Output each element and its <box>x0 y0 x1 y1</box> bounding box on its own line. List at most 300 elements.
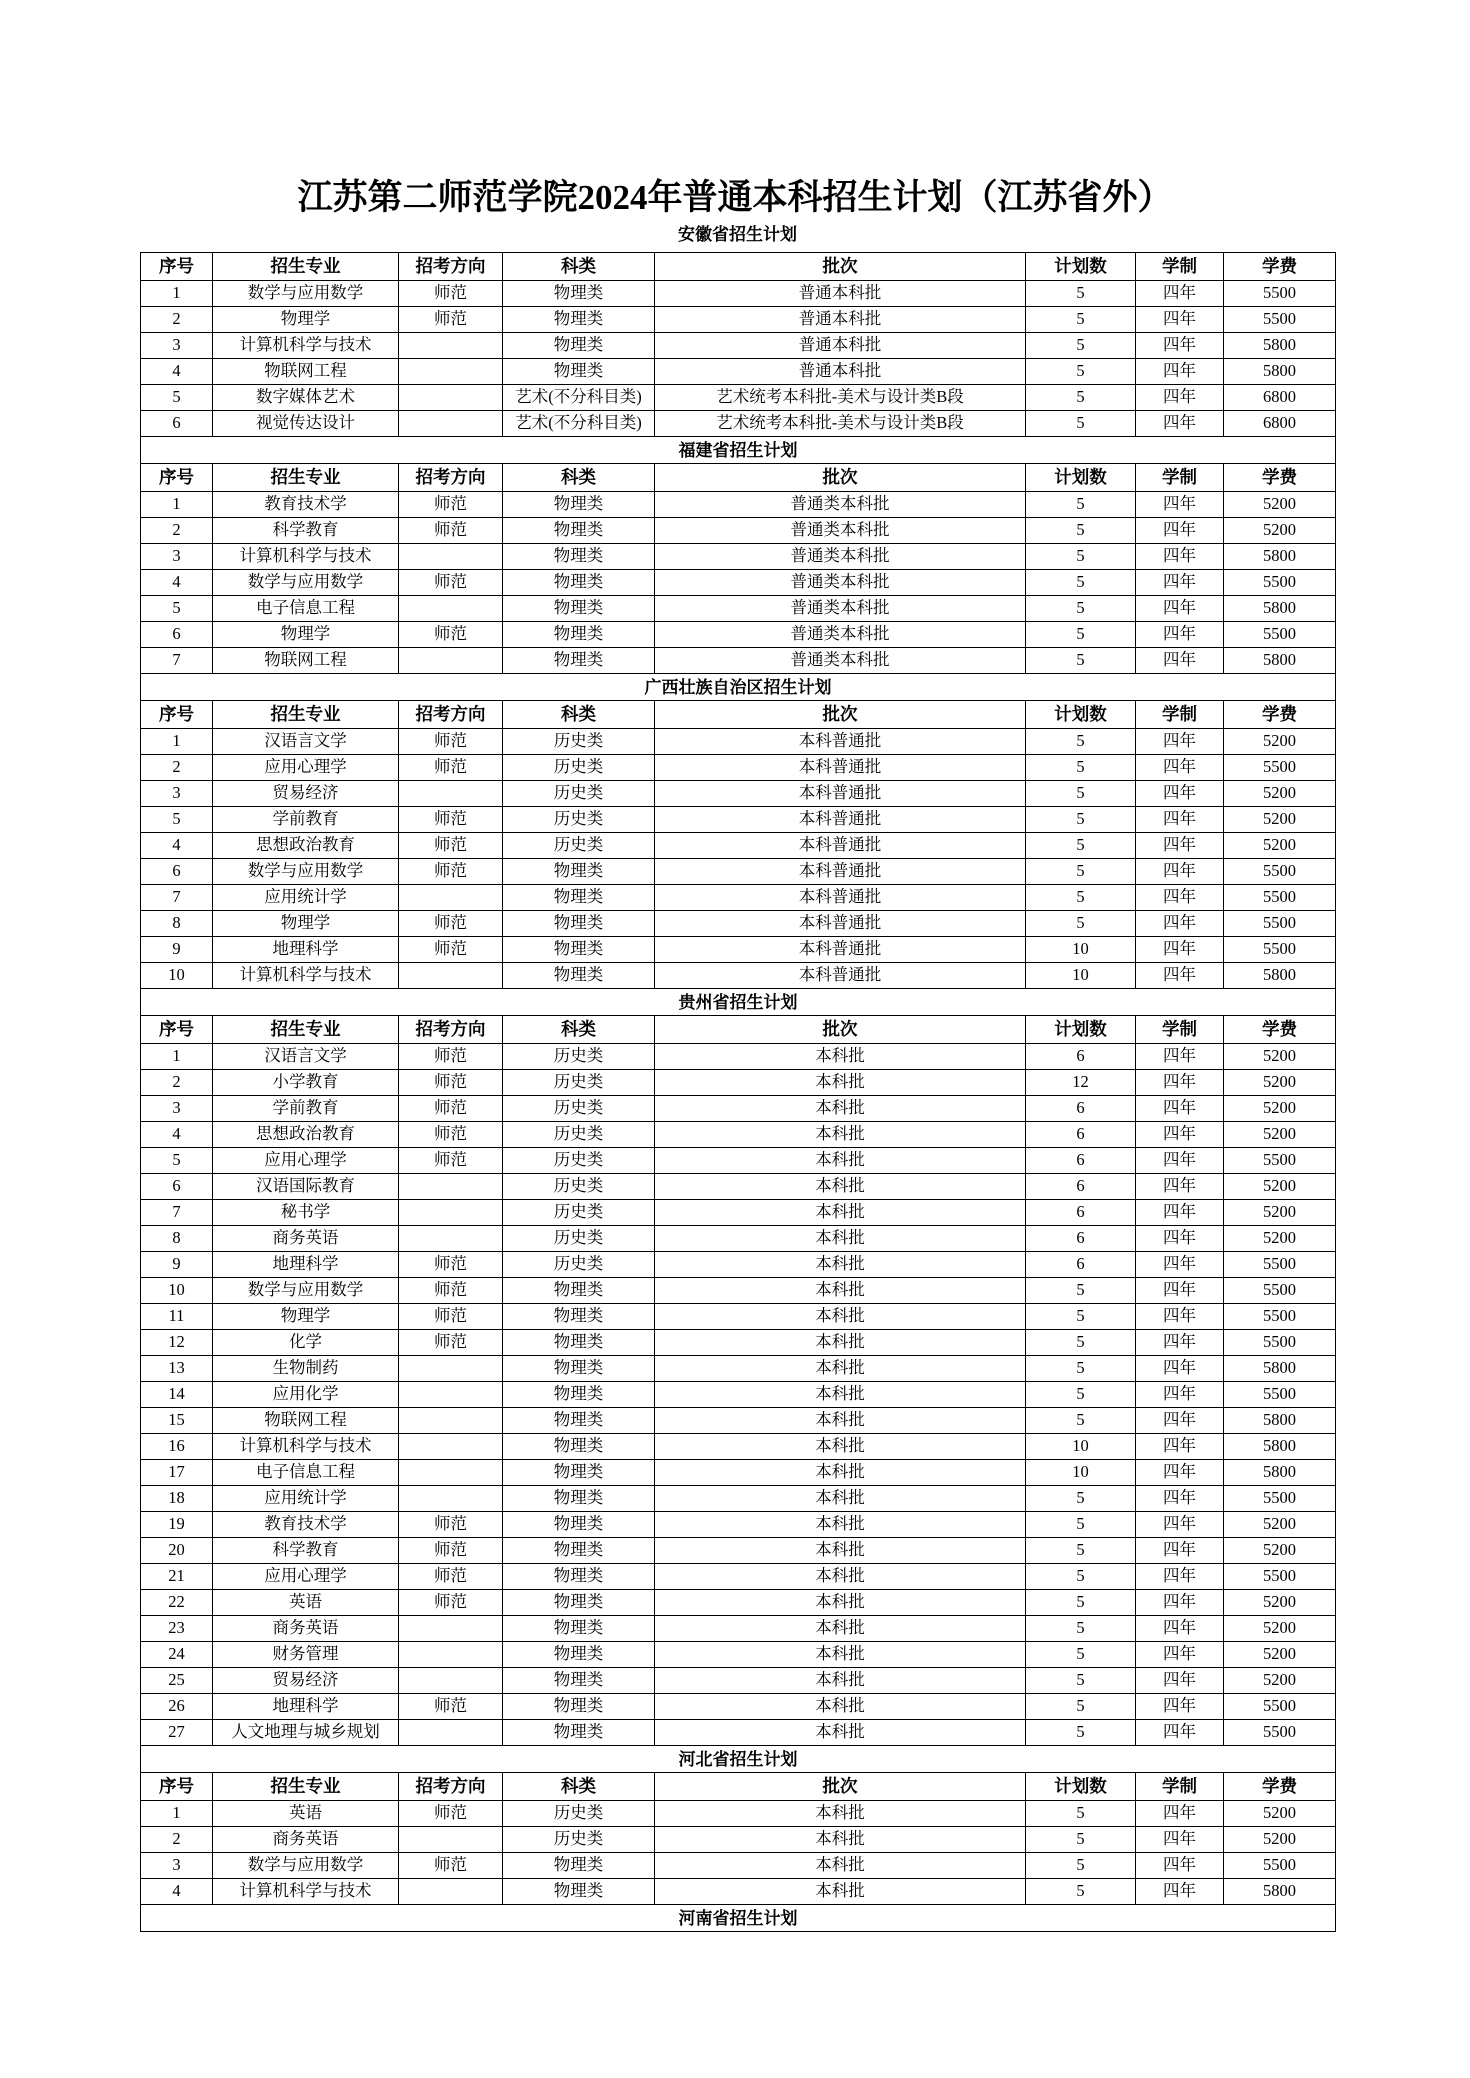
cell-no: 23 <box>141 1616 213 1642</box>
cell-years: 四年 <box>1136 596 1224 622</box>
cell-batch: 本科批 <box>655 1200 1026 1226</box>
cell-years: 四年 <box>1136 1200 1224 1226</box>
cell-years: 四年 <box>1136 963 1224 989</box>
column-header-plan: 计划数 <box>1026 464 1136 492</box>
cell-no: 5 <box>141 385 213 411</box>
cell-no: 2 <box>141 307 213 333</box>
cell-fee: 5200 <box>1224 781 1336 807</box>
cell-no: 16 <box>141 1434 213 1460</box>
cell-direction: 师范 <box>399 518 503 544</box>
cell-no: 4 <box>141 833 213 859</box>
page-title: 江苏第二师范学院2024年普通本科招生计划（江苏省外） <box>297 178 1173 217</box>
cell-no: 2 <box>141 518 213 544</box>
cell-batch: 本科批 <box>655 1356 1026 1382</box>
cell-fee: 5800 <box>1224 1434 1336 1460</box>
cell-direction: 师范 <box>399 1278 503 1304</box>
cell-fee: 5500 <box>1224 885 1336 911</box>
cell-category: 物理类 <box>503 596 655 622</box>
cell-plan: 5 <box>1026 1694 1136 1720</box>
cell-major: 应用心理学 <box>213 755 399 781</box>
cell-fee: 5200 <box>1224 729 1336 755</box>
cell-major: 计算机科学与技术 <box>213 1434 399 1460</box>
cell-category: 物理类 <box>503 1590 655 1616</box>
cell-category: 物理类 <box>503 1278 655 1304</box>
cell-major: 物理学 <box>213 307 399 333</box>
column-header-major: 招生专业 <box>213 1773 399 1801</box>
cell-category: 物理类 <box>503 1434 655 1460</box>
cell-direction <box>399 1642 503 1668</box>
cell-no: 1 <box>141 1801 213 1827</box>
cell-batch: 本科批 <box>655 1720 1026 1746</box>
cell-plan: 5 <box>1026 1616 1136 1642</box>
column-header-batch: 批次 <box>655 701 1026 729</box>
cell-major: 学前教育 <box>213 807 399 833</box>
cell-major: 人文地理与城乡规划 <box>213 1720 399 1746</box>
cell-major: 计算机科学与技术 <box>213 963 399 989</box>
cell-batch: 本科批 <box>655 1827 1026 1853</box>
cell-fee: 5500 <box>1224 307 1336 333</box>
cell-category: 物理类 <box>503 1853 655 1879</box>
section-caption-5: 河南省招生计划 <box>141 1905 1336 1932</box>
cell-plan: 5 <box>1026 1590 1136 1616</box>
cell-plan: 5 <box>1026 1408 1136 1434</box>
cell-plan: 5 <box>1026 1304 1136 1330</box>
cell-plan: 6 <box>1026 1148 1136 1174</box>
column-header-no: 序号 <box>141 1773 213 1801</box>
cell-plan: 6 <box>1026 1226 1136 1252</box>
cell-direction: 师范 <box>399 859 503 885</box>
cell-plan: 10 <box>1026 1460 1136 1486</box>
table-row <box>141 1668 1336 1694</box>
cell-major: 应用统计学 <box>213 885 399 911</box>
cell-batch: 本科普通批 <box>655 781 1026 807</box>
cell-plan: 5 <box>1026 1356 1136 1382</box>
cell-no: 4 <box>141 359 213 385</box>
cell-major: 计算机科学与技术 <box>213 333 399 359</box>
cell-no: 9 <box>141 1252 213 1278</box>
cell-major: 应用心理学 <box>213 1564 399 1590</box>
cell-batch: 本科普通批 <box>655 911 1026 937</box>
column-header-years: 学制 <box>1136 1773 1224 1801</box>
cell-batch: 普通本科批 <box>655 359 1026 385</box>
cell-plan: 10 <box>1026 937 1136 963</box>
cell-category: 物理类 <box>503 1668 655 1694</box>
cell-category: 历史类 <box>503 1148 655 1174</box>
cell-no: 4 <box>141 1879 213 1905</box>
cell-direction: 师范 <box>399 911 503 937</box>
cell-plan: 5 <box>1026 596 1136 622</box>
cell-fee: 5500 <box>1224 1853 1336 1879</box>
table-row <box>141 1590 1336 1616</box>
cell-plan: 6 <box>1026 1122 1136 1148</box>
cell-fee: 5200 <box>1224 518 1336 544</box>
cell-batch: 本科批 <box>655 1801 1026 1827</box>
cell-batch: 本科批 <box>655 1853 1026 1879</box>
cell-plan: 10 <box>1026 1434 1136 1460</box>
cell-no: 13 <box>141 1356 213 1382</box>
cell-plan: 5 <box>1026 1853 1136 1879</box>
section-caption-0: 安徽省招生计划 <box>678 225 797 244</box>
column-header-plan: 计划数 <box>1026 253 1136 281</box>
cell-direction <box>399 359 503 385</box>
cell-category: 物理类 <box>503 911 655 937</box>
cell-major: 汉语言文学 <box>213 729 399 755</box>
cell-fee: 5500 <box>1224 1148 1336 1174</box>
cell-category: 物理类 <box>503 570 655 596</box>
cell-batch: 本科批 <box>655 1408 1026 1434</box>
table-row <box>141 570 1336 596</box>
column-header-batch: 批次 <box>655 253 1026 281</box>
cell-fee: 5800 <box>1224 1460 1336 1486</box>
column-header-years: 学制 <box>1136 464 1224 492</box>
cell-years: 四年 <box>1136 359 1224 385</box>
cell-years: 四年 <box>1136 411 1224 437</box>
column-header-category: 科类 <box>503 253 655 281</box>
table-row <box>141 1853 1336 1879</box>
cell-years: 四年 <box>1136 1460 1224 1486</box>
cell-years: 四年 <box>1136 307 1224 333</box>
cell-fee: 5200 <box>1224 492 1336 518</box>
cell-years: 四年 <box>1136 1512 1224 1538</box>
cell-no: 7 <box>141 1200 213 1226</box>
cell-batch: 普通类本科批 <box>655 492 1026 518</box>
cell-no: 8 <box>141 911 213 937</box>
table-row <box>141 596 1336 622</box>
cell-batch: 本科批 <box>655 1434 1026 1460</box>
table-row <box>141 1174 1336 1200</box>
cell-plan: 5 <box>1026 1668 1136 1694</box>
table-row <box>141 1434 1336 1460</box>
cell-batch: 普通本科批 <box>655 333 1026 359</box>
plan-tables-container <box>140 252 1335 1932</box>
cell-fee: 5200 <box>1224 1616 1336 1642</box>
cell-no: 4 <box>141 570 213 596</box>
column-header-plan: 计划数 <box>1026 1773 1136 1801</box>
column-header-major: 招生专业 <box>213 701 399 729</box>
cell-no: 6 <box>141 859 213 885</box>
cell-major: 教育技术学 <box>213 1512 399 1538</box>
cell-category: 物理类 <box>503 307 655 333</box>
cell-major: 电子信息工程 <box>213 1460 399 1486</box>
cell-batch: 本科批 <box>655 1642 1026 1668</box>
cell-plan: 5 <box>1026 1642 1136 1668</box>
cell-category: 历史类 <box>503 1801 655 1827</box>
cell-years: 四年 <box>1136 1590 1224 1616</box>
cell-batch: 普通类本科批 <box>655 622 1026 648</box>
cell-plan: 5 <box>1026 859 1136 885</box>
cell-fee: 6800 <box>1224 411 1336 437</box>
section-caption-3: 贵州省招生计划 <box>141 989 1336 1016</box>
cell-years: 四年 <box>1136 1879 1224 1905</box>
cell-major: 商务英语 <box>213 1616 399 1642</box>
cell-plan: 5 <box>1026 1564 1136 1590</box>
column-header-no: 序号 <box>141 253 213 281</box>
cell-direction: 师范 <box>399 1694 503 1720</box>
cell-category: 物理类 <box>503 963 655 989</box>
cell-plan: 5 <box>1026 1486 1136 1512</box>
cell-batch: 本科批 <box>655 1590 1026 1616</box>
cell-fee: 5500 <box>1224 1720 1336 1746</box>
cell-batch: 本科批 <box>655 1460 1026 1486</box>
table-row <box>141 544 1336 570</box>
cell-batch: 普通类本科批 <box>655 570 1026 596</box>
cell-direction: 师范 <box>399 937 503 963</box>
cell-batch: 本科批 <box>655 1148 1026 1174</box>
cell-years: 四年 <box>1136 544 1224 570</box>
cell-major: 秘书学 <box>213 1200 399 1226</box>
cell-years: 四年 <box>1136 1356 1224 1382</box>
cell-major: 小学教育 <box>213 1070 399 1096</box>
cell-fee: 5800 <box>1224 1408 1336 1434</box>
table-row <box>141 1642 1336 1668</box>
cell-years: 四年 <box>1136 1668 1224 1694</box>
cell-batch: 本科批 <box>655 1879 1026 1905</box>
cell-plan: 5 <box>1026 1278 1136 1304</box>
cell-years: 四年 <box>1136 570 1224 596</box>
cell-no: 17 <box>141 1460 213 1486</box>
cell-years: 四年 <box>1136 1252 1224 1278</box>
column-header-years: 学制 <box>1136 1016 1224 1044</box>
cell-plan: 5 <box>1026 359 1136 385</box>
cell-plan: 5 <box>1026 648 1136 674</box>
cell-major: 汉语国际教育 <box>213 1174 399 1200</box>
column-header-years: 学制 <box>1136 253 1224 281</box>
cell-major: 应用心理学 <box>213 1148 399 1174</box>
table-row <box>141 1538 1336 1564</box>
cell-major: 科学教育 <box>213 518 399 544</box>
cell-major: 物理学 <box>213 911 399 937</box>
column-header-direction: 招考方向 <box>399 1773 503 1801</box>
cell-major: 贸易经济 <box>213 781 399 807</box>
cell-plan: 5 <box>1026 755 1136 781</box>
cell-plan: 5 <box>1026 1330 1136 1356</box>
cell-direction <box>399 1668 503 1694</box>
cell-no: 24 <box>141 1642 213 1668</box>
table-row <box>141 385 1336 411</box>
cell-category: 物理类 <box>503 544 655 570</box>
cell-direction: 师范 <box>399 755 503 781</box>
cell-years: 四年 <box>1136 1330 1224 1356</box>
cell-years: 四年 <box>1136 1070 1224 1096</box>
cell-batch: 艺术统考本科批-美术与设计类B段 <box>655 411 1026 437</box>
column-header-no: 序号 <box>141 701 213 729</box>
cell-years: 四年 <box>1136 859 1224 885</box>
cell-direction <box>399 648 503 674</box>
cell-no: 1 <box>141 729 213 755</box>
cell-plan: 5 <box>1026 492 1136 518</box>
cell-no: 3 <box>141 781 213 807</box>
cell-fee: 5500 <box>1224 1382 1336 1408</box>
cell-direction: 师范 <box>399 1148 503 1174</box>
cell-fee: 5200 <box>1224 807 1336 833</box>
cell-fee: 5500 <box>1224 1330 1336 1356</box>
cell-direction <box>399 1174 503 1200</box>
column-header-direction: 招考方向 <box>399 701 503 729</box>
cell-fee: 5200 <box>1224 1174 1336 1200</box>
cell-direction: 师范 <box>399 1252 503 1278</box>
cell-major: 英语 <box>213 1801 399 1827</box>
cell-direction <box>399 385 503 411</box>
cell-fee: 5800 <box>1224 333 1336 359</box>
cell-years: 四年 <box>1136 937 1224 963</box>
section-caption-row <box>141 1746 1336 1773</box>
cell-fee: 5800 <box>1224 963 1336 989</box>
cell-years: 四年 <box>1136 1642 1224 1668</box>
cell-plan: 5 <box>1026 1879 1136 1905</box>
cell-no: 3 <box>141 1096 213 1122</box>
cell-category: 历史类 <box>503 1252 655 1278</box>
cell-direction <box>399 333 503 359</box>
cell-no: 2 <box>141 1827 213 1853</box>
cell-years: 四年 <box>1136 1827 1224 1853</box>
cell-no: 11 <box>141 1304 213 1330</box>
column-header-batch: 批次 <box>655 1016 1026 1044</box>
cell-batch: 普通类本科批 <box>655 518 1026 544</box>
section-caption-4: 河北省招生计划 <box>141 1746 1336 1773</box>
cell-no: 10 <box>141 963 213 989</box>
cell-major: 地理科学 <box>213 1252 399 1278</box>
cell-major: 电子信息工程 <box>213 596 399 622</box>
column-header-fee: 学费 <box>1224 253 1336 281</box>
cell-batch: 本科普通批 <box>655 937 1026 963</box>
cell-category: 物理类 <box>503 1616 655 1642</box>
cell-category: 物理类 <box>503 1304 655 1330</box>
cell-no: 3 <box>141 544 213 570</box>
cell-years: 四年 <box>1136 781 1224 807</box>
table-row <box>141 1720 1336 1746</box>
table-row <box>141 1879 1336 1905</box>
cell-direction <box>399 1486 503 1512</box>
table-row <box>141 359 1336 385</box>
table-row <box>141 1096 1336 1122</box>
cell-major: 数学与应用数学 <box>213 281 399 307</box>
column-header-direction: 招考方向 <box>399 253 503 281</box>
table-row <box>141 885 1336 911</box>
cell-category: 物理类 <box>503 1356 655 1382</box>
column-header-row <box>141 701 1336 729</box>
cell-no: 5 <box>141 807 213 833</box>
column-header-batch: 批次 <box>655 464 1026 492</box>
column-header-no: 序号 <box>141 464 213 492</box>
cell-no: 6 <box>141 622 213 648</box>
cell-category: 历史类 <box>503 833 655 859</box>
cell-batch: 本科批 <box>655 1382 1026 1408</box>
cell-batch: 本科普通批 <box>655 833 1026 859</box>
table-row <box>141 648 1336 674</box>
cell-category: 物理类 <box>503 1382 655 1408</box>
cell-no: 20 <box>141 1538 213 1564</box>
cell-direction: 师范 <box>399 622 503 648</box>
cell-major: 应用化学 <box>213 1382 399 1408</box>
cell-category: 物理类 <box>503 333 655 359</box>
cell-batch: 本科普通批 <box>655 729 1026 755</box>
cell-no: 5 <box>141 596 213 622</box>
table-row <box>141 833 1336 859</box>
cell-fee: 5500 <box>1224 911 1336 937</box>
cell-category: 物理类 <box>503 937 655 963</box>
cell-fee: 5500 <box>1224 1564 1336 1590</box>
table-row <box>141 1070 1336 1096</box>
cell-years: 四年 <box>1136 911 1224 937</box>
cell-direction: 师范 <box>399 1538 503 1564</box>
table-row <box>141 1460 1336 1486</box>
cell-years: 四年 <box>1136 833 1224 859</box>
cell-years: 四年 <box>1136 1801 1224 1827</box>
cell-major: 物联网工程 <box>213 1408 399 1434</box>
cell-direction <box>399 1434 503 1460</box>
cell-plan: 12 <box>1026 1070 1136 1096</box>
section-caption-row <box>141 989 1336 1016</box>
cell-years: 四年 <box>1136 1122 1224 1148</box>
cell-major: 科学教育 <box>213 1538 399 1564</box>
table-row <box>141 1827 1336 1853</box>
cell-fee: 5500 <box>1224 755 1336 781</box>
cell-fee: 5500 <box>1224 622 1336 648</box>
cell-years: 四年 <box>1136 281 1224 307</box>
cell-category: 历史类 <box>503 729 655 755</box>
cell-no: 7 <box>141 648 213 674</box>
cell-batch: 本科批 <box>655 1330 1026 1356</box>
cell-no: 26 <box>141 1694 213 1720</box>
cell-direction: 师范 <box>399 570 503 596</box>
cell-plan: 5 <box>1026 1382 1136 1408</box>
cell-category: 历史类 <box>503 1044 655 1070</box>
cell-major: 汉语言文学 <box>213 1044 399 1070</box>
cell-years: 四年 <box>1136 1096 1224 1122</box>
cell-category: 物理类 <box>503 1486 655 1512</box>
column-header-major: 招生专业 <box>213 464 399 492</box>
cell-fee: 5200 <box>1224 1096 1336 1122</box>
cell-category: 物理类 <box>503 1330 655 1356</box>
cell-no: 25 <box>141 1668 213 1694</box>
table-row <box>141 411 1336 437</box>
cell-batch: 普通类本科批 <box>655 648 1026 674</box>
cell-major: 物联网工程 <box>213 648 399 674</box>
cell-category: 历史类 <box>503 755 655 781</box>
cell-plan: 5 <box>1026 729 1136 755</box>
column-header-row <box>141 1773 1336 1801</box>
cell-direction <box>399 1226 503 1252</box>
cell-batch: 本科批 <box>655 1538 1026 1564</box>
cell-fee: 5800 <box>1224 648 1336 674</box>
cell-plan: 5 <box>1026 1720 1136 1746</box>
cell-fee: 5200 <box>1224 1122 1336 1148</box>
column-header-direction: 招考方向 <box>399 464 503 492</box>
cell-fee: 5500 <box>1224 937 1336 963</box>
cell-category: 艺术(不分科目类) <box>503 411 655 437</box>
cell-no: 27 <box>141 1720 213 1746</box>
cell-no: 15 <box>141 1408 213 1434</box>
cell-fee: 5800 <box>1224 359 1336 385</box>
cell-no: 18 <box>141 1486 213 1512</box>
cell-category: 历史类 <box>503 1200 655 1226</box>
cell-batch: 本科批 <box>655 1226 1026 1252</box>
table-row <box>141 307 1336 333</box>
table-row <box>141 333 1336 359</box>
table-row <box>141 937 1336 963</box>
cell-plan: 5 <box>1026 781 1136 807</box>
cell-direction <box>399 1382 503 1408</box>
cell-category: 物理类 <box>503 622 655 648</box>
cell-direction: 师范 <box>399 1564 503 1590</box>
column-header-batch: 批次 <box>655 1773 1026 1801</box>
cell-plan: 5 <box>1026 544 1136 570</box>
cell-fee: 5200 <box>1224 1801 1336 1827</box>
table-row <box>141 1694 1336 1720</box>
cell-fee: 5200 <box>1224 1668 1336 1694</box>
cell-plan: 5 <box>1026 1512 1136 1538</box>
cell-fee: 5500 <box>1224 281 1336 307</box>
